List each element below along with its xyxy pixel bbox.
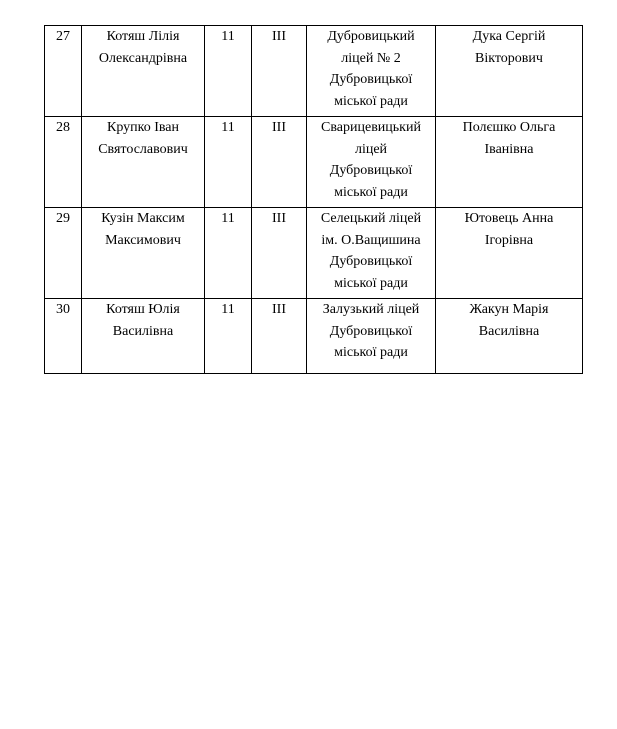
school-line: Дубровицький [327, 29, 415, 44]
stage-value: ІІІ [272, 120, 286, 135]
table-row [45, 26, 583, 117]
table-row [45, 208, 583, 299]
row-number-cell [45, 299, 82, 374]
row-number: 28 [56, 120, 70, 135]
grade-cell [205, 117, 252, 208]
student-name-line: Василівна [112, 323, 174, 339]
stage-cell [252, 117, 307, 208]
grade-cell [205, 299, 252, 374]
school-line: міської ради [334, 93, 408, 109]
teacher-name-line: Іванівна [484, 141, 534, 157]
table-row [45, 299, 583, 374]
student-name-line: Котяш Юлія [106, 302, 180, 317]
grade-value: 11 [221, 29, 235, 44]
school-line: Залузький ліцей [322, 302, 420, 317]
stage-cell [252, 208, 307, 299]
teacher-name-line: Вікторович [475, 50, 543, 66]
stage-cell [252, 26, 307, 117]
school-line: міської ради [334, 275, 408, 291]
row-number-cell [45, 208, 82, 299]
teacher-name-line: Ігорівна [484, 232, 534, 248]
grade-value: 11 [221, 120, 235, 135]
row-number: 29 [56, 211, 70, 226]
row-number-cell [45, 26, 82, 117]
grade-cell [205, 208, 252, 299]
school-line: ліцей № 2 [341, 50, 401, 66]
row-number: 30 [56, 302, 70, 317]
school-line: міської ради [334, 184, 408, 200]
grade-value: 11 [221, 211, 235, 226]
stage-value: ІІІ [272, 29, 286, 44]
student-name-cell [82, 117, 205, 208]
school-cell [307, 26, 436, 117]
school-line: міської ради [334, 345, 408, 360]
teacher-cell [436, 117, 583, 208]
school-line: Дубровицької [329, 163, 413, 178]
school-cell [307, 299, 436, 374]
student-name-line: Олександрівна [98, 50, 188, 66]
student-name-line: Котяш Лілія [106, 29, 180, 44]
student-name-line: Святославович [98, 141, 188, 157]
teacher-name-line: Дука Сергій [472, 29, 546, 44]
school-line: ліцей [354, 141, 388, 157]
grade-cell [205, 26, 252, 117]
grade-value: 11 [221, 302, 235, 317]
school-cell [307, 117, 436, 208]
school-line: Сварицевицький [321, 120, 421, 135]
school-line: Дубровицької [329, 254, 413, 269]
teacher-cell [436, 26, 583, 117]
student-name-cell [82, 208, 205, 299]
student-name-cell [82, 26, 205, 117]
teacher-name-line: Жакун Марія [469, 302, 549, 317]
row-number-cell [45, 117, 82, 208]
table-row [45, 117, 583, 208]
teacher-cell [436, 208, 583, 299]
school-line: Дубровицької [329, 72, 413, 87]
participants-table [44, 25, 583, 374]
school-line: Селецький ліцей [320, 211, 422, 226]
stage-value: ІІІ [272, 211, 286, 226]
stage-cell [252, 299, 307, 374]
school-cell [307, 208, 436, 299]
student-name-line: Кузін Максим [101, 211, 185, 226]
stage-value: ІІІ [272, 302, 286, 317]
row-number: 27 [56, 29, 70, 44]
teacher-cell [436, 299, 583, 374]
school-line: Дубровицької [329, 323, 413, 339]
school-line: ім. О.Ващишина [321, 232, 421, 248]
teacher-name-line: Василівна [478, 323, 540, 339]
student-name-cell [82, 299, 205, 374]
teacher-name-line: Ютовець Анна [464, 211, 554, 226]
teacher-name-line: Полєшко Ольга [462, 120, 556, 135]
student-name-line: Максимович [105, 232, 181, 248]
student-name-line: Крупко Іван [106, 120, 180, 135]
